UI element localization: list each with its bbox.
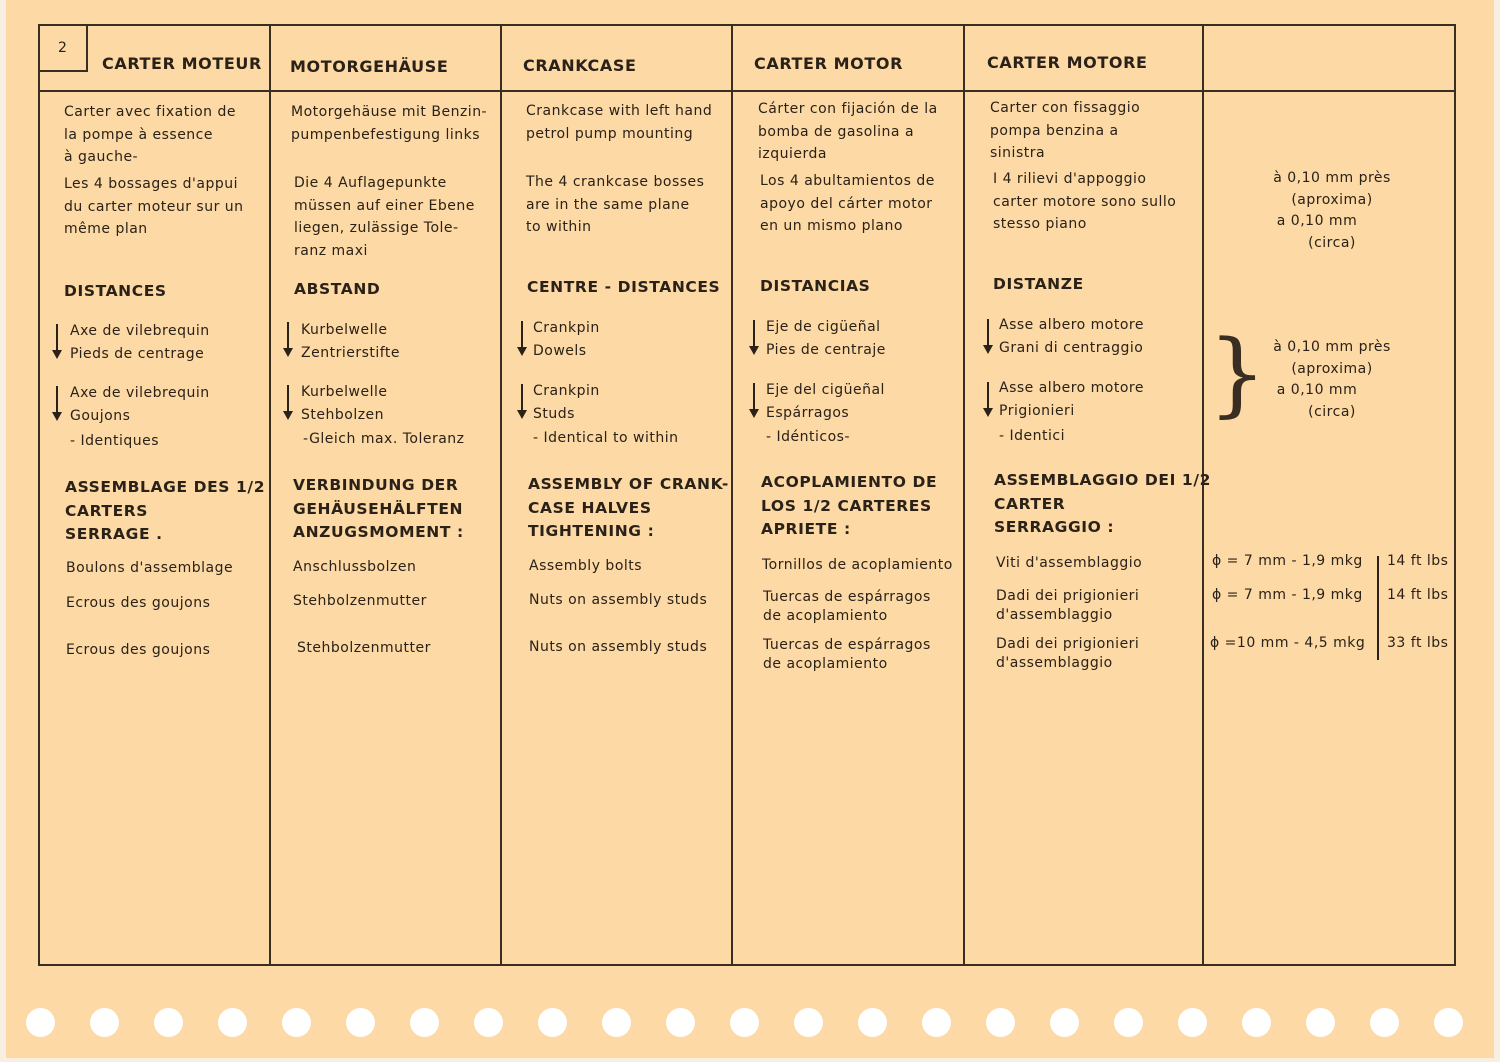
column-divider xyxy=(731,24,733,966)
es-distances-heading: DISTANCIAS xyxy=(760,277,871,295)
de-distances-heading: ABSTAND xyxy=(294,280,381,298)
de-distance-1: Kurbelwelle Zentrierstifte xyxy=(301,322,401,361)
it-distance-2: Asse albero motore Prigionieri xyxy=(999,380,1144,419)
fr-nuts-2: Ecrous des goujons xyxy=(66,642,211,658)
tolerance-bosses: à 0,10 mm près (aproxima) a 0,10 mm (circa) xyxy=(1273,170,1391,251)
punch-hole xyxy=(1178,1008,1207,1037)
down-arrow-icon xyxy=(747,320,761,356)
it-assembly-heading: ASSEMBLAGGIO DEI 1/2 CARTER SERRAGGIO : xyxy=(994,471,1211,536)
es-bosses: Los 4 abultamientos de apoyo del cárter motor en un mismo plano xyxy=(760,173,935,234)
en-bolts: Assembly bolts xyxy=(529,558,643,574)
de-assembly-heading: VERBINDUNG DER GEHÄUSEHÄLFTEN ANZUGSMOMENT : xyxy=(293,476,464,541)
it-bolts: Viti d'assemblaggio xyxy=(996,555,1143,571)
es-distance-2: Eje del cigüeñal Espárragos xyxy=(766,382,885,421)
punch-hole xyxy=(410,1008,439,1037)
torque-bolts-metric: ϕ = 7 mm - 1,9 mkg xyxy=(1212,553,1363,569)
fr-nuts-1: Ecrous des goujons xyxy=(66,595,211,611)
en-distance-1: Crankpin Dowels xyxy=(533,320,600,359)
down-arrow-icon xyxy=(747,383,761,419)
fr-bosses: Les 4 bossages d'appui du carter moteur sur un même plan xyxy=(64,176,244,237)
es-nuts-1: Tuercas de espárragos de acoplamiento xyxy=(763,589,931,624)
es-nuts-2: Tuercas de espárragos de acoplamiento xyxy=(763,637,931,672)
punch-hole xyxy=(1370,1008,1399,1037)
header-french: CARTER MOTEUR xyxy=(102,54,262,73)
de-nuts-2: Stehbolzenmutter xyxy=(297,640,431,656)
down-arrow-icon xyxy=(50,386,64,422)
column-divider xyxy=(269,24,271,966)
tolerance-distances: à 0,10 mm près (aproxima) a 0,10 mm (circa) xyxy=(1273,339,1391,420)
es-distance-note: - Idénticos- xyxy=(766,429,850,445)
punch-hole xyxy=(922,1008,951,1037)
de-bolts: Anschlussbolzen xyxy=(293,559,417,575)
punch-hole xyxy=(90,1008,119,1037)
down-arrow-icon xyxy=(981,382,995,418)
punch-hole xyxy=(1306,1008,1335,1037)
header-spanish: CARTER MOTOR xyxy=(754,54,904,73)
it-nuts-2: Dadi dei prigionieri d'assemblaggio xyxy=(996,636,1140,671)
fr-distance-1: Axe de vilebrequin Pieds de centrage xyxy=(70,323,210,362)
unit-separator xyxy=(1377,556,1379,660)
header-divider xyxy=(38,90,1456,92)
punch-hole xyxy=(858,1008,887,1037)
column-divider xyxy=(500,24,502,966)
en-distance-note: - Identical to within xyxy=(533,430,679,446)
punch-hole xyxy=(666,1008,695,1037)
punch-hole xyxy=(1242,1008,1271,1037)
punch-hole xyxy=(538,1008,567,1037)
right-brace-icon: } xyxy=(1208,320,1267,427)
en-description: Crankcase with left hand petrol pump mounting xyxy=(526,103,713,142)
down-arrow-icon xyxy=(281,385,295,421)
en-distances-heading: CENTRE - DISTANCES xyxy=(527,278,721,296)
down-arrow-icon xyxy=(981,319,995,355)
punch-hole xyxy=(26,1008,55,1037)
torque-nuts10-metric: ϕ =10 mm - 4,5 mkg xyxy=(1210,635,1366,651)
de-distance-note: -Gleich max. Toleranz xyxy=(303,431,465,447)
de-bosses: Die 4 Auflagepunkte müssen auf einer Ebene liegen, zulässige Tole- ranz maxi xyxy=(294,175,475,259)
de-description: Motorgehäuse mit Benzin- pumpenbefestigung links xyxy=(291,104,488,143)
down-arrow-icon xyxy=(281,322,295,358)
en-nuts-1: Nuts on assembly studs xyxy=(529,592,708,608)
en-assembly-heading: ASSEMBLY OF CRANK- CASE HALVES TIGHTENING : xyxy=(528,475,729,540)
punch-hole xyxy=(474,1008,503,1037)
es-distance-1: Eje de cigüeñal Pies de centraje xyxy=(766,319,886,358)
it-nuts-1: Dadi dei prigionieri d'assemblaggio xyxy=(996,588,1140,623)
it-distances-heading: DISTANZE xyxy=(993,275,1084,293)
it-distance-1: Asse albero motore Grani di centraggio xyxy=(999,317,1144,356)
fr-assembly-heading: ASSEMBLAGE DES 1/2 CARTERS SERRAGE . xyxy=(65,478,266,543)
torque-nuts7-imperial: 14 ft lbs xyxy=(1387,587,1449,603)
fr-distance-2: Axe de vilebrequin Goujons xyxy=(70,385,210,424)
es-description: Cárter con fijación de la bomba de gasolina a izquierda xyxy=(758,101,938,162)
punch-hole xyxy=(1050,1008,1079,1037)
fr-distances-heading: DISTANCES xyxy=(64,282,167,300)
punch-hole xyxy=(1434,1008,1463,1037)
header-german: MOTORGEHÄUSE xyxy=(290,57,449,76)
punch-hole xyxy=(154,1008,183,1037)
punch-hole xyxy=(794,1008,823,1037)
it-bosses: I 4 rilievi d'appoggio carter motore sono sullo stesso piano xyxy=(993,171,1177,232)
en-distance-2: Crankpin Studs xyxy=(533,383,600,422)
punch-hole xyxy=(986,1008,1015,1037)
en-bosses: The 4 crankcase bosses are in the same plane to within xyxy=(526,174,705,235)
es-assembly-heading: ACOPLAMIENTO DE LOS 1/2 CARTERES APRIETE : xyxy=(761,473,938,538)
fr-description: Carter avec fixation de la pompe à essence à gauche- xyxy=(64,104,236,165)
it-description: Carter con fissaggio pompa benzina a sinistra xyxy=(990,100,1141,161)
fr-bolts: Boulons d'assemblage xyxy=(66,560,234,576)
down-arrow-icon xyxy=(515,321,529,357)
punch-hole xyxy=(602,1008,631,1037)
de-distance-2: Kurbelwelle Stehbolzen xyxy=(301,384,388,423)
column-divider xyxy=(963,24,965,966)
punch-hole xyxy=(218,1008,247,1037)
punch-hole xyxy=(282,1008,311,1037)
header-english: CRANKCASE xyxy=(523,56,637,75)
header-italian: CARTER MOTORE xyxy=(987,53,1148,72)
page-number: 2 xyxy=(58,40,67,56)
torque-nuts10-imperial: 33 ft lbs xyxy=(1387,635,1449,651)
punch-hole xyxy=(730,1008,759,1037)
en-nuts-2: Nuts on assembly studs xyxy=(529,639,708,655)
it-distance-note: - Identici xyxy=(999,428,1065,444)
punch-hole xyxy=(1114,1008,1143,1037)
es-bolts: Tornillos de acoplamiento xyxy=(762,557,953,573)
de-nuts-1: Stehbolzenmutter xyxy=(293,593,427,609)
down-arrow-icon xyxy=(50,324,64,360)
torque-nuts7-metric: ϕ = 7 mm - 1,9 mkg xyxy=(1212,587,1363,603)
punch-hole xyxy=(346,1008,375,1037)
down-arrow-icon xyxy=(515,384,529,420)
fr-distance-note: - Identiques xyxy=(70,433,160,449)
torque-bolts-imperial: 14 ft lbs xyxy=(1387,553,1449,569)
